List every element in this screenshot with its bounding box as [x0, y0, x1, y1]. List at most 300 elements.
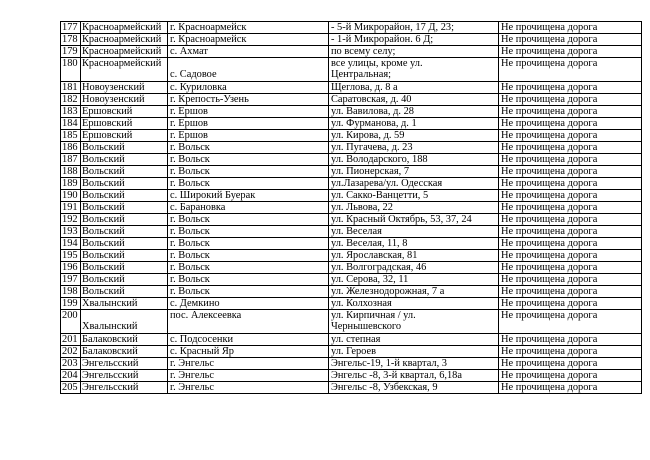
- district-cell: [81, 274, 168, 286]
- row-number-cell-text: 194: [62, 238, 78, 249]
- row-number-cell-text: 189: [62, 178, 78, 189]
- issue-cell-text: Не прочищена дорога: [501, 118, 598, 129]
- district-cell-text: Энгельсский: [82, 370, 139, 381]
- table-row: [61, 214, 642, 226]
- settlement-cell: [168, 262, 329, 274]
- row-number-cell-text: 197: [62, 274, 78, 285]
- issue-cell-text: Не прочищена дорога: [501, 310, 598, 321]
- row-number-cell: [61, 82, 81, 94]
- address-cell-text: ул. Сакко-Ванцетти, 5: [331, 190, 429, 201]
- row-number-cell: [61, 310, 81, 334]
- issue-cell: [499, 334, 642, 346]
- settlement-cell: [168, 190, 329, 202]
- issue-cell: [499, 178, 642, 190]
- table-row: [61, 82, 642, 94]
- table-body: [61, 22, 642, 394]
- settlement-cell: [168, 118, 329, 130]
- settlement-cell-text: г. Энгельс: [170, 382, 214, 393]
- address-cell: [329, 106, 499, 118]
- settlement-cell: [168, 166, 329, 178]
- address-cell-text: ул. Героев: [331, 346, 376, 357]
- table-row: [61, 106, 642, 118]
- settlement-cell-text: г. Вольск: [170, 250, 210, 261]
- row-number-cell: [61, 238, 81, 250]
- settlement-cell-text: с. Красный Яр: [170, 346, 234, 357]
- row-number-cell: [61, 142, 81, 154]
- row-number-cell-text: 191: [62, 202, 78, 213]
- issue-cell-text: Не прочищена дорога: [501, 106, 598, 117]
- issue-cell: [499, 310, 642, 334]
- district-cell: [81, 346, 168, 358]
- issue-cell-text: Не прочищена дорога: [501, 238, 598, 249]
- row-number-cell: [61, 22, 81, 34]
- issue-cell-text: Не прочищена дорога: [501, 214, 598, 225]
- issue-cell-text: Не прочищена дорога: [501, 382, 598, 393]
- district-cell: [81, 106, 168, 118]
- issue-cell: [499, 262, 642, 274]
- district-cell: [81, 82, 168, 94]
- address-cell: [329, 262, 499, 274]
- settlement-cell: [168, 274, 329, 286]
- district-cell: [81, 202, 168, 214]
- address-cell: [329, 226, 499, 238]
- address-cell: [329, 142, 499, 154]
- address-cell: [329, 202, 499, 214]
- table-row: [61, 130, 642, 142]
- issue-cell-text: Не прочищена дорога: [501, 94, 598, 105]
- settlement-cell-text: г. Ершов: [170, 118, 208, 129]
- district-cell: [81, 262, 168, 274]
- issue-cell-text: Не прочищена дорога: [501, 58, 598, 69]
- district-cell: [81, 130, 168, 142]
- district-cell: [81, 358, 168, 370]
- district-cell: [81, 286, 168, 298]
- settlement-cell-text: г. Вольск: [170, 214, 210, 225]
- settlement-cell-text: с. Барановка: [170, 202, 226, 213]
- settlement-cell: [168, 238, 329, 250]
- settlement-cell: [168, 250, 329, 262]
- settlement-cell-text: г. Вольск: [170, 238, 210, 249]
- settlement-cell: [168, 142, 329, 154]
- table-row: [61, 190, 642, 202]
- address-cell: [329, 130, 499, 142]
- address-cell-text: ул. Вавилова, д. 28: [331, 106, 414, 117]
- table-row: [61, 58, 642, 82]
- row-number-cell-text: 187: [62, 154, 78, 165]
- district-cell-text: Балаковский: [82, 334, 138, 345]
- address-cell-text: по всему селу;: [331, 46, 396, 57]
- settlement-cell: [168, 298, 329, 310]
- address-cell-text-line2: Центральная;: [331, 69, 392, 80]
- table-row: [61, 22, 642, 34]
- district-cell-text: Вольский: [82, 274, 125, 285]
- row-number-cell-text: 182: [62, 94, 78, 105]
- issue-cell: [499, 346, 642, 358]
- row-number-cell: [61, 154, 81, 166]
- address-cell: [329, 94, 499, 106]
- settlement-cell-text: г. Вольск: [170, 166, 210, 177]
- row-number-cell: [61, 250, 81, 262]
- district-cell-text: Ершовский: [82, 106, 133, 117]
- address-cell-text: ул. Кирпичная / ул.: [331, 310, 416, 321]
- district-cell: [81, 250, 168, 262]
- row-number-cell: [61, 202, 81, 214]
- address-cell-text: Энгельс-19, 1-й квартал, 3: [331, 358, 447, 369]
- address-cell: [329, 346, 499, 358]
- settlement-cell-text: г. Ершов: [170, 130, 208, 141]
- district-cell-text: Новоузенский: [82, 82, 145, 93]
- address-cell: [329, 298, 499, 310]
- address-cell: [329, 334, 499, 346]
- settlement-cell: [168, 382, 329, 394]
- address-cell-text: ул. Веселая: [331, 226, 382, 237]
- district-cell-text: Вольский: [82, 226, 125, 237]
- district-cell: [81, 34, 168, 46]
- settlement-cell-text: г. Вольск: [170, 262, 210, 273]
- row-number-cell: [61, 58, 81, 82]
- settlement-cell: [168, 214, 329, 226]
- issue-cell-text: Не прочищена дорога: [501, 142, 598, 153]
- row-number-cell-text: 195: [62, 250, 78, 261]
- issue-cell-text: Не прочищена дорога: [501, 334, 598, 345]
- district-cell: [81, 382, 168, 394]
- address-cell-text: ул. Железнодорожная, 7 а: [331, 286, 445, 297]
- table-row: [61, 154, 642, 166]
- table-row: [61, 262, 642, 274]
- issue-cell-text: Не прочищена дорога: [501, 370, 598, 381]
- row-number-cell-text: 190: [62, 190, 78, 201]
- address-cell: [329, 358, 499, 370]
- row-number-cell-text: 178: [62, 34, 78, 45]
- settlement-cell-text: г. Вольск: [170, 274, 210, 285]
- issue-cell-text: Не прочищена дорога: [501, 178, 598, 189]
- table-row: [61, 202, 642, 214]
- issue-cell: [499, 370, 642, 382]
- district-cell: [81, 118, 168, 130]
- issue-cell: [499, 238, 642, 250]
- row-number-cell-text: 177: [62, 22, 78, 33]
- address-cell-text: ул. Фурманова, д. 1: [331, 118, 417, 129]
- table-row: [61, 346, 642, 358]
- address-cell: [329, 58, 499, 82]
- row-number-cell-text: 196: [62, 262, 78, 273]
- issue-cell: [499, 202, 642, 214]
- table-row: [61, 142, 642, 154]
- row-number-cell-text: 186: [62, 142, 78, 153]
- address-cell: [329, 382, 499, 394]
- settlement-cell-text: г. Вольск: [170, 142, 210, 153]
- settlement-cell-text: с. Демкино: [170, 298, 220, 309]
- settlement-cell: [168, 178, 329, 190]
- row-number-cell: [61, 118, 81, 130]
- issue-cell: [499, 22, 642, 34]
- table-row: [61, 166, 642, 178]
- district-cell: [81, 94, 168, 106]
- district-cell: [81, 370, 168, 382]
- row-number-cell-text: 183: [62, 106, 78, 117]
- row-number-cell-text: 179: [62, 46, 78, 57]
- issue-cell-text: Не прочищена дорога: [501, 130, 598, 141]
- district-cell-text: Вольский: [82, 262, 125, 273]
- district-cell-text: Вольский: [82, 154, 125, 165]
- issue-cell: [499, 142, 642, 154]
- issue-cell-text: Не прочищена дорога: [501, 346, 598, 357]
- issue-cell: [499, 82, 642, 94]
- row-number-cell-text: 181: [62, 82, 78, 93]
- district-cell-text: Вольский: [82, 238, 125, 249]
- district-cell: [81, 154, 168, 166]
- address-cell: [329, 22, 499, 34]
- address-cell-text: ул. Волгоградская, 46: [331, 262, 427, 273]
- district-cell: [81, 22, 168, 34]
- row-number-cell-text: 188: [62, 166, 78, 177]
- address-cell-text: - 1-й Микрорайон. 6 Д;: [331, 34, 434, 45]
- issue-cell: [499, 298, 642, 310]
- address-cell: [329, 370, 499, 382]
- district-cell: [81, 58, 168, 82]
- row-number-cell-text: 180: [62, 58, 78, 69]
- row-number-cell-text: 199: [62, 298, 78, 309]
- row-number-cell: [61, 298, 81, 310]
- row-number-cell-text: 200: [62, 310, 78, 321]
- table-row: [61, 274, 642, 286]
- row-number-cell: [61, 226, 81, 238]
- issue-cell: [499, 34, 642, 46]
- district-cell-text: Вольский: [82, 286, 125, 297]
- settlement-cell-text: г. Крепость-Узень: [170, 94, 249, 105]
- district-cell: [81, 310, 168, 334]
- issue-cell: [499, 226, 642, 238]
- district-cell-text: Вольский: [82, 178, 125, 189]
- table-row: [61, 118, 642, 130]
- row-number-cell-text: 198: [62, 286, 78, 297]
- row-number-cell: [61, 346, 81, 358]
- settlement-cell-text: г. Вольск: [170, 286, 210, 297]
- table-row: [61, 358, 642, 370]
- settlement-cell: [168, 46, 329, 58]
- district-cell-text: Вольский: [82, 190, 125, 201]
- address-cell-text: ул. Веселая, 11, 8: [331, 238, 408, 249]
- table-row: [61, 34, 642, 46]
- settlement-cell-text: г. Энгельс: [170, 358, 214, 369]
- district-cell: [81, 178, 168, 190]
- issue-cell: [499, 58, 642, 82]
- address-cell: [329, 286, 499, 298]
- row-number-cell-text: 184: [62, 118, 78, 129]
- row-number-cell-text: 192: [62, 214, 78, 225]
- settlement-cell-text: с. Куриловка: [170, 82, 227, 93]
- row-number-cell: [61, 94, 81, 106]
- table-row: [61, 178, 642, 190]
- district-cell-text: Вольский: [82, 202, 125, 213]
- district-cell: [81, 238, 168, 250]
- issue-cell: [499, 154, 642, 166]
- row-number-cell-text: 203: [62, 358, 78, 369]
- address-cell: [329, 82, 499, 94]
- table-row: [61, 238, 642, 250]
- address-cell-text: все улицы, кроме ул.: [331, 58, 423, 69]
- settlement-cell-text: г. Вольск: [170, 178, 210, 189]
- settlement-cell: [168, 154, 329, 166]
- settlement-cell: [168, 226, 329, 238]
- settlement-cell: [168, 34, 329, 46]
- issue-cell-text: Не прочищена дорога: [501, 154, 598, 165]
- address-cell-text: Энгельс -8, Узбекская, 9: [331, 382, 438, 393]
- settlement-cell-text: с. Подсосенки: [170, 334, 234, 345]
- district-cell-text: Вольский: [82, 214, 125, 225]
- address-cell: [329, 250, 499, 262]
- issue-cell: [499, 130, 642, 142]
- row-number-cell-text: 201: [62, 334, 78, 345]
- issue-cell-text: Не прочищена дорога: [501, 34, 598, 45]
- row-number-cell-text: 204: [62, 370, 78, 381]
- settlement-cell: [168, 106, 329, 118]
- row-number-cell-text: 202: [62, 346, 78, 357]
- issue-cell: [499, 250, 642, 262]
- row-number-cell: [61, 130, 81, 142]
- issue-cell: [499, 166, 642, 178]
- address-cell: [329, 34, 499, 46]
- settlement-cell: [168, 130, 329, 142]
- issue-cell: [499, 382, 642, 394]
- row-number-cell: [61, 382, 81, 394]
- row-number-cell-text: 185: [62, 130, 78, 141]
- settlement-cell: [168, 82, 329, 94]
- settlement-cell-text: г. Красноармейск: [170, 34, 247, 45]
- row-number-cell-text: 193: [62, 226, 78, 237]
- settlement-cell: [168, 286, 329, 298]
- table-row: [61, 250, 642, 262]
- address-cell-text: - 5-й Микрорайон, 17 Д, 23;: [331, 22, 454, 33]
- issue-cell-text: Не прочищена дорога: [501, 166, 598, 177]
- row-number-cell: [61, 34, 81, 46]
- address-cell: [329, 310, 499, 334]
- district-cell: [81, 166, 168, 178]
- address-cell-text: Энгельс -8, 3-й квартал, 6,18а: [331, 370, 462, 381]
- table-row: [61, 94, 642, 106]
- district-cell-text: Новоузенский: [82, 94, 145, 105]
- issue-cell-text: Не прочищена дорога: [501, 298, 598, 309]
- address-cell: [329, 214, 499, 226]
- settlement-cell-text: с. Широкий Буерак: [170, 190, 256, 201]
- settlement-cell-text: с. Садовое: [170, 69, 217, 80]
- issue-cell: [499, 214, 642, 226]
- settlement-cell-text: г. Ершов: [170, 106, 208, 117]
- issue-cell-text: Не прочищена дорога: [501, 250, 598, 261]
- address-cell-text: ул. Кирова, д. 59: [331, 130, 405, 141]
- issue-cell-text: Не прочищена дорога: [501, 262, 598, 273]
- settlement-cell-text: г. Красноармейск: [170, 22, 247, 33]
- district-cell-text: Вольский: [82, 250, 125, 261]
- settlement-cell-text: г. Вольск: [170, 154, 210, 165]
- issue-cell: [499, 94, 642, 106]
- row-number-cell: [61, 46, 81, 58]
- settlement-cell-text: г. Энгельс: [170, 370, 214, 381]
- district-cell-text: Хвалынский: [82, 321, 138, 332]
- issue-cell: [499, 106, 642, 118]
- issue-cell: [499, 286, 642, 298]
- district-cell-text: Красноармейский: [82, 22, 162, 33]
- issue-cell: [499, 358, 642, 370]
- issue-cell-text: Не прочищена дорога: [501, 46, 598, 57]
- row-number-cell: [61, 286, 81, 298]
- address-cell: [329, 118, 499, 130]
- settlement-cell: [168, 202, 329, 214]
- address-cell-text: ул.Лазарева/ул. Одесская: [331, 178, 443, 189]
- address-cell: [329, 190, 499, 202]
- district-cell-text: Вольский: [82, 142, 125, 153]
- issue-cell-text: Не прочищена дорога: [501, 286, 598, 297]
- settlement-cell: [168, 370, 329, 382]
- table-row: [61, 46, 642, 58]
- row-number-cell: [61, 274, 81, 286]
- settlement-cell: [168, 58, 329, 82]
- district-cell-text: Красноармейский: [82, 58, 162, 69]
- row-number-cell: [61, 214, 81, 226]
- issue-cell: [499, 46, 642, 58]
- settlement-cell-text: г. Вольск: [170, 226, 210, 237]
- address-cell: [329, 238, 499, 250]
- address-cell-text: ул. Серова, 32, 11: [331, 274, 409, 285]
- settlement-cell-text: с. Ахмат: [170, 46, 208, 57]
- district-cell-text: Энгельсский: [82, 382, 139, 393]
- district-cell-text: Балаковский: [82, 346, 138, 357]
- road-issues-table: [60, 21, 642, 394]
- district-cell: [81, 226, 168, 238]
- district-cell-text: Ершовский: [82, 118, 133, 129]
- address-cell: [329, 166, 499, 178]
- district-cell: [81, 142, 168, 154]
- district-cell: [81, 46, 168, 58]
- address-cell-text: ул. Пугачева, д. 23: [331, 142, 413, 153]
- settlement-cell: [168, 358, 329, 370]
- district-cell-text: Красноармейский: [82, 34, 162, 45]
- table-row: [61, 226, 642, 238]
- table-row: [61, 382, 642, 394]
- address-cell-text-line2: Чернышевского: [331, 321, 402, 332]
- table-row: [61, 370, 642, 382]
- issue-cell: [499, 118, 642, 130]
- issue-cell-text: Не прочищена дорога: [501, 202, 598, 213]
- district-cell: [81, 298, 168, 310]
- address-cell-text: Саратовская, д. 40: [331, 94, 412, 105]
- row-number-cell: [61, 178, 81, 190]
- address-cell-text: ул. степная: [331, 334, 381, 345]
- settlement-cell: [168, 346, 329, 358]
- row-number-cell: [61, 190, 81, 202]
- address-cell-text: ул. Красный Октябрь, 53, 37, 24: [331, 214, 472, 225]
- issue-cell-text: Не прочищена дорога: [501, 226, 598, 237]
- address-cell: [329, 178, 499, 190]
- issue-cell-text: Не прочищена дорога: [501, 274, 598, 285]
- settlement-cell-text: пос. Алексеевка: [170, 310, 242, 321]
- table-row: [61, 298, 642, 310]
- row-number-cell: [61, 370, 81, 382]
- address-cell: [329, 274, 499, 286]
- address-cell-text: ул. Пионерская, 7: [331, 166, 410, 177]
- district-cell: [81, 334, 168, 346]
- table-row: [61, 334, 642, 346]
- settlement-cell: [168, 310, 329, 334]
- district-cell: [81, 190, 168, 202]
- row-number-cell: [61, 106, 81, 118]
- district-cell-text: Хвалынский: [82, 298, 138, 309]
- row-number-cell-text: 205: [62, 382, 78, 393]
- issue-cell-text: Не прочищена дорога: [501, 82, 598, 93]
- address-cell-text: ул. Колхозная: [331, 298, 392, 309]
- table-row: [61, 286, 642, 298]
- settlement-cell: [168, 22, 329, 34]
